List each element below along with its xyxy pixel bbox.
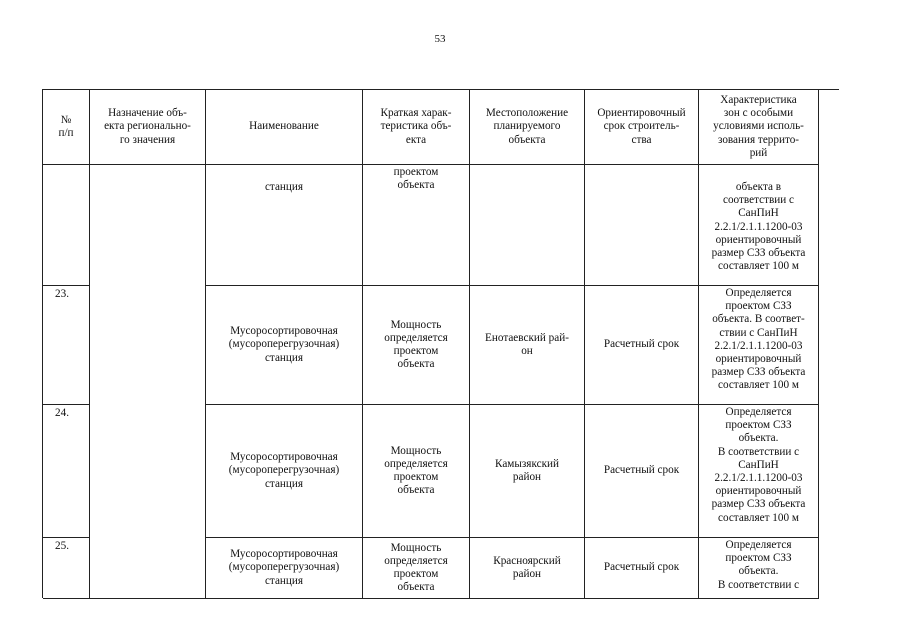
row-term (585, 165, 699, 286)
purpose-cell (90, 165, 206, 599)
row-zones: объекта в соответствии с СанПиН 2.2.1/2.1.1.1200-03 ориентировочный размер СЗЗ объекта составляет 100 м (699, 165, 819, 286)
header-location: Местоположение планируемого объекта (470, 90, 585, 165)
row-name: Мусоросортировочная (мусороперегрузочная) станция (206, 286, 363, 405)
row-number: 24. (43, 405, 90, 538)
row-characteristic: проектом объекта (363, 165, 470, 286)
row-characteristic: Мощность определяется проектом объекта (363, 538, 470, 599)
row-number: 23. (43, 286, 90, 405)
page-number: 53 (434, 33, 446, 45)
header-zones: Характеристика зон с особыми условиями исполь- зования террито- рий (699, 90, 819, 165)
header-name: Наименование (206, 90, 363, 165)
row-location: Красноярский район (470, 538, 585, 599)
objects-table (42, 89, 839, 598)
header-characteristic: Краткая харак- теристика объ- екта (363, 90, 470, 165)
row-term: Расчетный срок (585, 538, 699, 599)
row-zones: Определяется проектом СЗЗ объекта. В соответ- ствии с СанПиН 2.2.1/2.1.1.1200-03 ориентировочный размер СЗЗ объекта составляет 100 м (699, 286, 819, 405)
row-characteristic: Мощность определяется проектом объекта (363, 286, 470, 405)
header-number: № п/п (43, 90, 90, 165)
row-zones: Определяется проектом СЗЗ объекта. В соответствии с (699, 538, 819, 599)
header-purpose: Назначение объ- екта регионально- го значения (90, 90, 206, 165)
row-location: Енотаевский рай- он (470, 286, 585, 405)
row-number (43, 165, 90, 286)
row-zones: Определяется проектом СЗЗ объекта. В соответствии с СанПиН 2.2.1/2.1.1.1200-03 ориентировочный размер СЗЗ объекта составляет 100 м (699, 405, 819, 538)
row-location (470, 165, 585, 286)
header-term: Ориентировочный срок строитель- ства (585, 90, 699, 165)
row-number: 25. (43, 538, 90, 599)
row-term: Расчетный срок (585, 286, 699, 405)
row-name: Мусоросортировочная (мусороперегрузочная) станция (206, 538, 363, 599)
row-name: станция (206, 165, 363, 286)
row-name: Мусоросортировочная (мусороперегрузочная) станция (206, 405, 363, 538)
row-characteristic: Мощность определяется проектом объекта (363, 405, 470, 538)
row-term: Расчетный срок (585, 405, 699, 538)
row-location: Камызякский район (470, 405, 585, 538)
